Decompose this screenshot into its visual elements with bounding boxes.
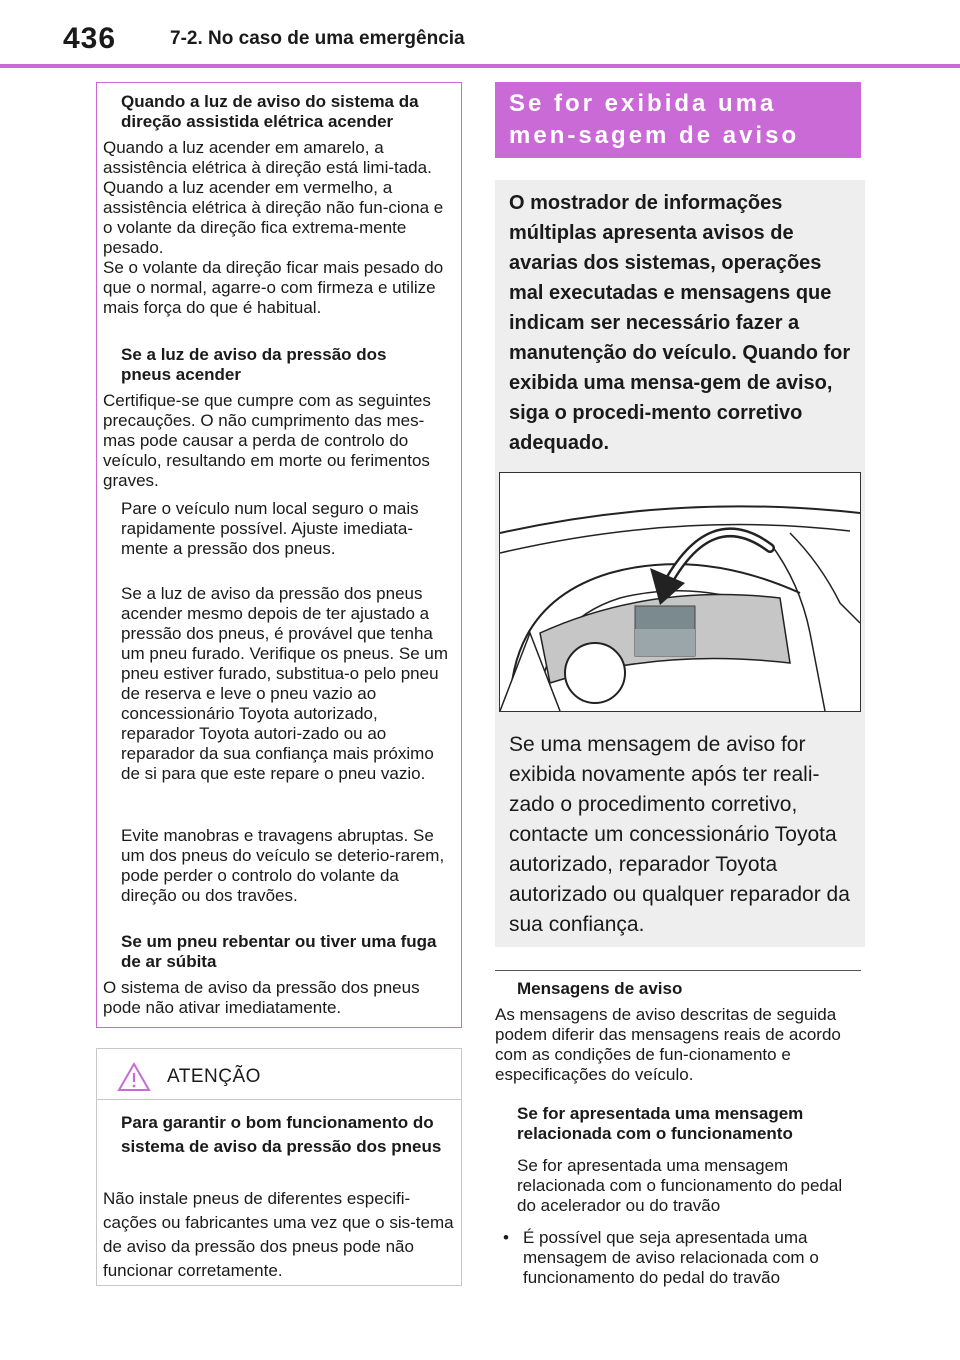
messages-title: Mensagens de aviso <box>517 979 683 998</box>
note-title-tire-pressure: Se a luz de aviso da pressão dos pneus acender <box>121 345 387 384</box>
dashboard-illustration <box>499 472 861 712</box>
note-paragraph-power-steering: Quando a luz acender em amarelo, a assistência elétrica à direção está limi-tada. Quando a luz acender em vermelho, a assistência elétrica à direção não fun-ciona e o volante da direção fica extrema-mente pesado. Se o volante da direção ficar mais pesado do que o normal, agarre-o com firmeza e utilize mais força do que é habitual. <box>103 138 444 317</box>
note-step-avoid-maneuvers: Evite manobras e travagens abruptas. Se um dos pneus do veículo se deterio-rarem, pode perder o controlo do volante da direção ou dos travões. <box>121 826 445 905</box>
note-step-flat-tire: Se a luz de aviso da pressão dos pneus acender mesmo depois de ter ajustado a pressão dos pneus, é provável que tenha um pneu furado. Verifique os pneus. Se um pneu estiver furado, substitua-o pelo pneu de reserva e leve o pneu vazio ao concessionário Toyota autorizado, reparador Toyota autori-zado ou ao reparador da sua confiança mais próximo de si para que este repare o pneu vazio. <box>121 584 448 783</box>
note-paragraph-blowout: O sistema de aviso da pressão dos pneus pode não ativar imediatamente. <box>103 978 420 1017</box>
info-intro: O mostrador de informações múltiplas apresenta avisos de avarias dos sistemas, operações mal executadas e mensagens que indicam ser necessário fazer a manutenção do veículo. Quando for exibida uma mensa-gem de aviso, siga o procedi-mento corretivo adequado. <box>509 192 851 454</box>
header-divider <box>0 64 960 68</box>
bullet-item: É possível que seja apresentada uma mensagem de aviso relacionada com o funcionamento do pedal do travão <box>523 1228 819 1287</box>
steering-wheel-dashboard-image <box>500 473 860 711</box>
messages-subtitle: Se for apresentada uma mensagem relacionada com o funcionamento <box>517 1104 804 1143</box>
note-paragraph-tire-pressure: Certifique-se que cumpre com as seguintes precauções. O não cumprimento das mes-mas pode causar a perda de controlo do veículo, resultando em morte ou ferimentos graves. <box>103 391 431 490</box>
banner-title: Se for exibida uma men-sagem de aviso <box>509 90 800 149</box>
attention-body: Não instale pneus de diferentes especifi-cações ou fabricantes uma vez que o sis-tema de aviso da pressão dos pneus pode não funcionar corretamente. <box>103 1189 454 1280</box>
note-box <box>96 82 462 1028</box>
page-header <box>0 0 960 70</box>
section-title: 7-2. No caso de uma emergência <box>170 28 465 49</box>
note-title-blowout: Se um pneu rebentar ou tiver uma fuga de ar súbita <box>121 932 437 971</box>
note-step-stop-vehicle: Pare o veículo num local seguro o mais rapidamente possível. Ajuste imediata-mente a pressão dos pneus. <box>121 499 419 558</box>
info-note: Se uma mensagem de aviso for exibida novamente após ter reali-zado o procedimento corretivo, contacte um concessionário Toyota autorizado, reparador Toyota autorizado ou qualquer reparador da sua confiança. <box>509 733 850 936</box>
section-banner <box>495 82 861 158</box>
warning-triangle-icon <box>117 1062 151 1092</box>
attention-subtitle: Para garantir o bom funcionamento do sistema de aviso da pressão dos pneus <box>121 1113 442 1156</box>
note-title-power-steering: Quando a luz de aviso do sistema da direção assistida elétrica acender <box>121 92 419 131</box>
page-number: 436 <box>63 22 117 55</box>
messages-subparagraph: Se for apresentada uma mensagem relacionada com o funcionamento do pedal do acelerador ou do travão <box>517 1156 843 1215</box>
messages-paragraph: As mensagens de aviso descritas de seguida podem diferir das mensagens reais de acordo com as condições de fun-cionamento e especificações do veículo. <box>495 1005 841 1084</box>
bullet-marker: • <box>503 1228 509 1247</box>
section-divider <box>495 970 861 971</box>
attention-header <box>97 1049 461 1100</box>
attention-box <box>96 1048 462 1286</box>
attention-title: ATENÇÃO <box>167 1066 261 1087</box>
